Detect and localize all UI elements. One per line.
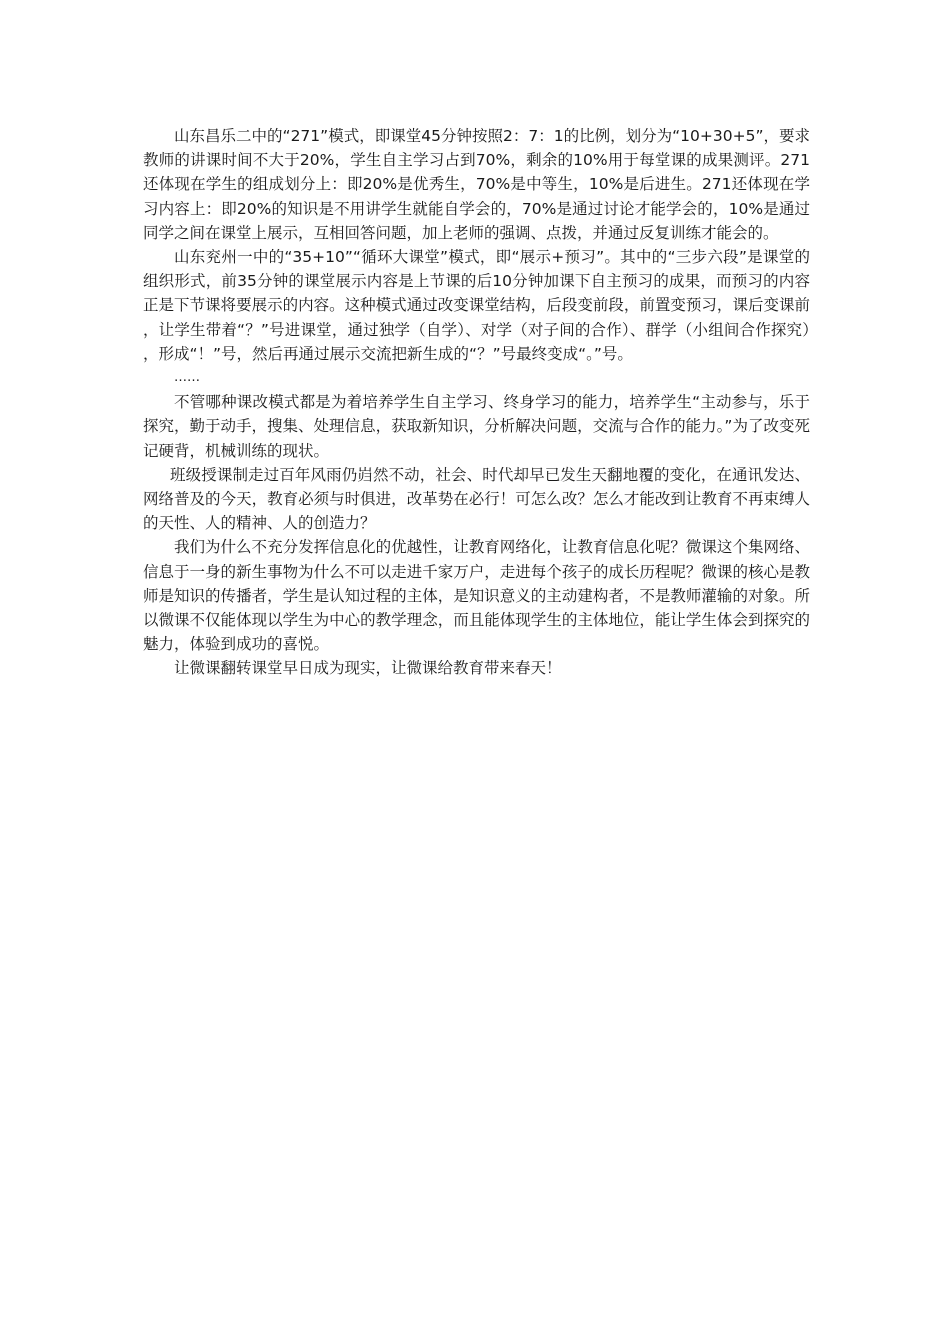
paragraph-ellipsis: …… (174, 370, 200, 386)
paragraph-class-teaching-system: 班级授课制走过百年风雨仍岿然不动，社会、时代却早已发生天翻地覆的变化，在通讯发达、网络普及的今天，教育必须与时俱进，改革势在必行！可怎么改？怎么才能改到让教育不再束缚人的天性、人的精神、人的创造力？ (143, 465, 810, 533)
document-body (143, 124, 810, 681)
paragraph-changle-271-model: 山东昌乐二中的“271”模式，即课堂45分钟按照2：7：1的比例，划分为“10+30+5”，要求教师的讲课时间不大于20%，学生自主学习占到70%，剩余的10%用于每堂课的成果测评。271还体现在学生的组成划分上：即20%是优秀生，70%是中等生，10%是后进生。271还体现在学习内容上：即20%的知识是不用讲学生就能自学会的，70%是通过讨论才能学会的，10%是通过同学之间在课堂上展示，互相回答问题，加上老师的强调、点拨，并通过反复训练才能会的。 (143, 127, 810, 242)
paragraph-yanzhou-35-10-model: 山东兖州一中的“35+10”“循环大课堂”模式，即“展示+预习”。其中的“三步六段”是课堂的组织形式，前35分钟的课堂展示内容是上节课的后10分钟加课下自主预习的成果，而预习的内容正是下节课将要展示的内容。这种模式通过改变课堂结构，后段变前段，前置变预习，课后变课前，让学生带着“？”号进课堂，通过独学（自学）、对学（对子间的合作）、群学（小组间合作探究），形成“！”号，然后再通过展示交流把新生成的“？”号最终变成“。”号。 (143, 248, 810, 363)
paragraph-reform-purpose: 不管哪种课改模式都是为着培养学生自主学习、终身学习的能力，培养学生“主动参与，乐于探究，勤于动手，搜集、处理信息，获取新知识，分析解决问题，交流与合作的能力。”为了改变死记硬背，机械训练的现状。 (143, 393, 810, 460)
paragraph-conclusion: 让微课翻转课堂早日成为现实，让微课给教育带来春天！ (174, 659, 562, 678)
paragraph-micro-lesson-core: 我们为什么不充分发挥信息化的优越性，让教育网络化，让教育信息化呢？微课这个集网络、信息于一身的新生事物为什么不可以走进千家万户，走进每个孩子的成长历程呢？微课的核心是教师是知识的传播者，学生是认知过程的主体，是知识意义的主动建构者，不是教师灌输的对象。所以微课不仅能体现以学生为中心的教学理念，而且能体现学生的主体地位，能让学生体会到探究的魅力，体验到成功的喜悦。 (143, 538, 810, 654)
